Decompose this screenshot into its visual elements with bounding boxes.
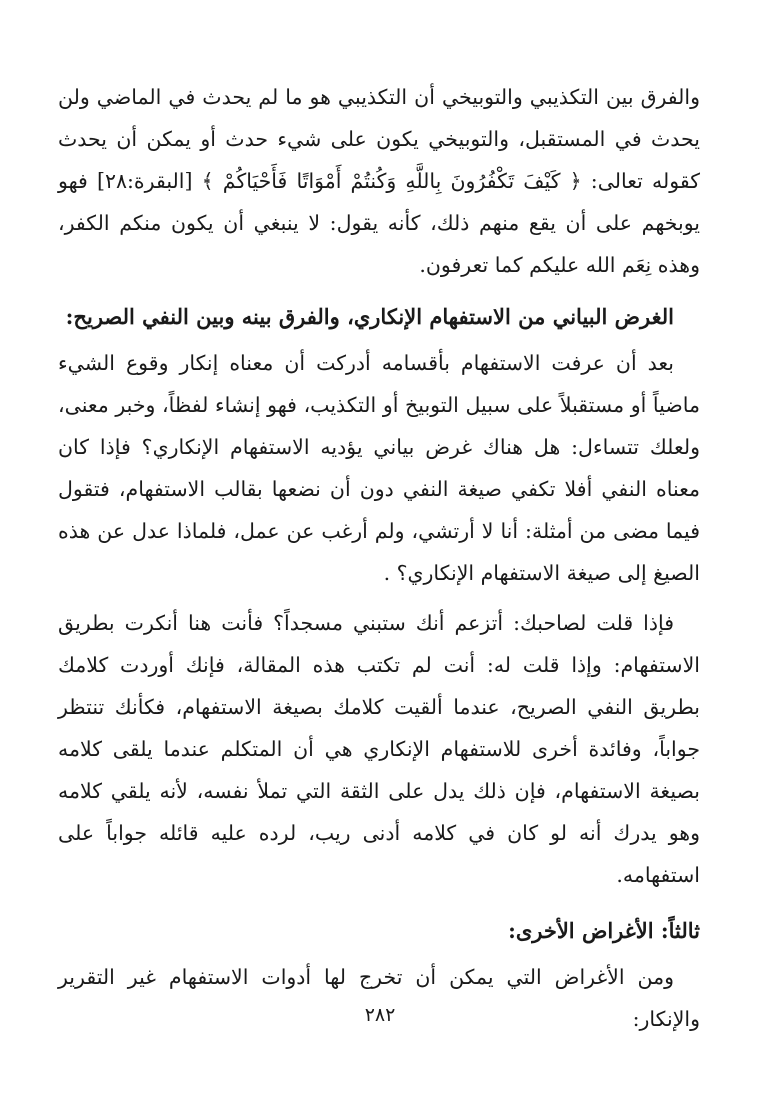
paragraph-rhetorical-2: فإذا قلت لصاحبك: أتزعم أنك ستبني مسجداً؟ فأنت هنا أنكرت بطريق الاستفهام: وإذا قلت له: أنت لم تكتب هذه المقالة، فإنك أوردت كلامك بطريق النفي الصريح، عندما ألقيت كلامك بصيغة الاستفهام، فكأنك تنتظر جواباً، وفائدة أخرى للاستفهام الإنكاري هي أن المتكلم عندما يلقى كلامه بصيغة الاستفهام، فإن ذلك يدل على الثقة التي تملأ نفسه، لأنه يلقي كلامه وهو يدرك أنه لو كان في كلامه أدنى ريب، لرده عليه قائله جواباً على استفهامه. xyxy=(58,611,700,887)
paragraph-intro xyxy=(58,76,700,286)
paragraph-rhetorical-1: بعد أن عرفت الاستفهام بأقسامه أدركت أن معناه إنكار وقوع الشيء ماضياً أو مستقبلاً على سبيل التوبيخ أو التكذيب، فهو إنشاء لفظاً، وخبر معنى، ولعلك تتساءل: هل هناك غرض بياني يؤديه الاستفهام الإنكاري؟ فإذا كان معناه النفي أفلا تكفي صيغة النفي دون أن نضعها بقالب الاستفهام، فتقول فيما مضى من أمثلة: أنا لا أرتشي، ولم أرغب عن عمل، فلماذا عدل عن هذه الصيغ إلى صيغة الاستفهام الإنكاري؟ . xyxy=(58,351,700,585)
paragraph-other-purposes: ومن الأغراض التي يمكن أن تخرج لها أدوات الاستفهام غير التقرير والإنكار: xyxy=(58,965,700,1031)
section-heading-other-purposes: ثالثاً: الأغراض الأخرى: xyxy=(508,918,700,943)
page-number: ٢٨٢ xyxy=(364,1004,396,1026)
paragraph-intro-continued: [البقرة:٢٨] فهو يوبخهم على أن يقع منهم ذلك، كأنه يقول: لا ينبغي أن يكون منكم الكفر، وهذه نِعَم الله عليكم كما تعرفون. xyxy=(58,169,700,277)
page-body xyxy=(58,76,700,1040)
quran-verse: ﴿ كَيْفَ تَكْفُرُونَ بِاللَّهِ وَكُنتُمْ أَمْوَاتًا فَأَحْيَاكُمْ ﴾ xyxy=(201,169,582,193)
section-heading-rhetorical-purpose: الغرض البياني من الاستفهام الإنكاري، والفرق بينه وبين النفي الصريح: xyxy=(65,304,674,329)
paragraph-intro-text: والفرق بين التكذيبي والتوبيخي أن التكذيبي هو ما لم يحدث في الماضي ولن يحدث في المستقبل، والتوبيخي يكون على شيء حدث أو يمكن أن يحدث كقوله تعالى: xyxy=(58,85,700,193)
